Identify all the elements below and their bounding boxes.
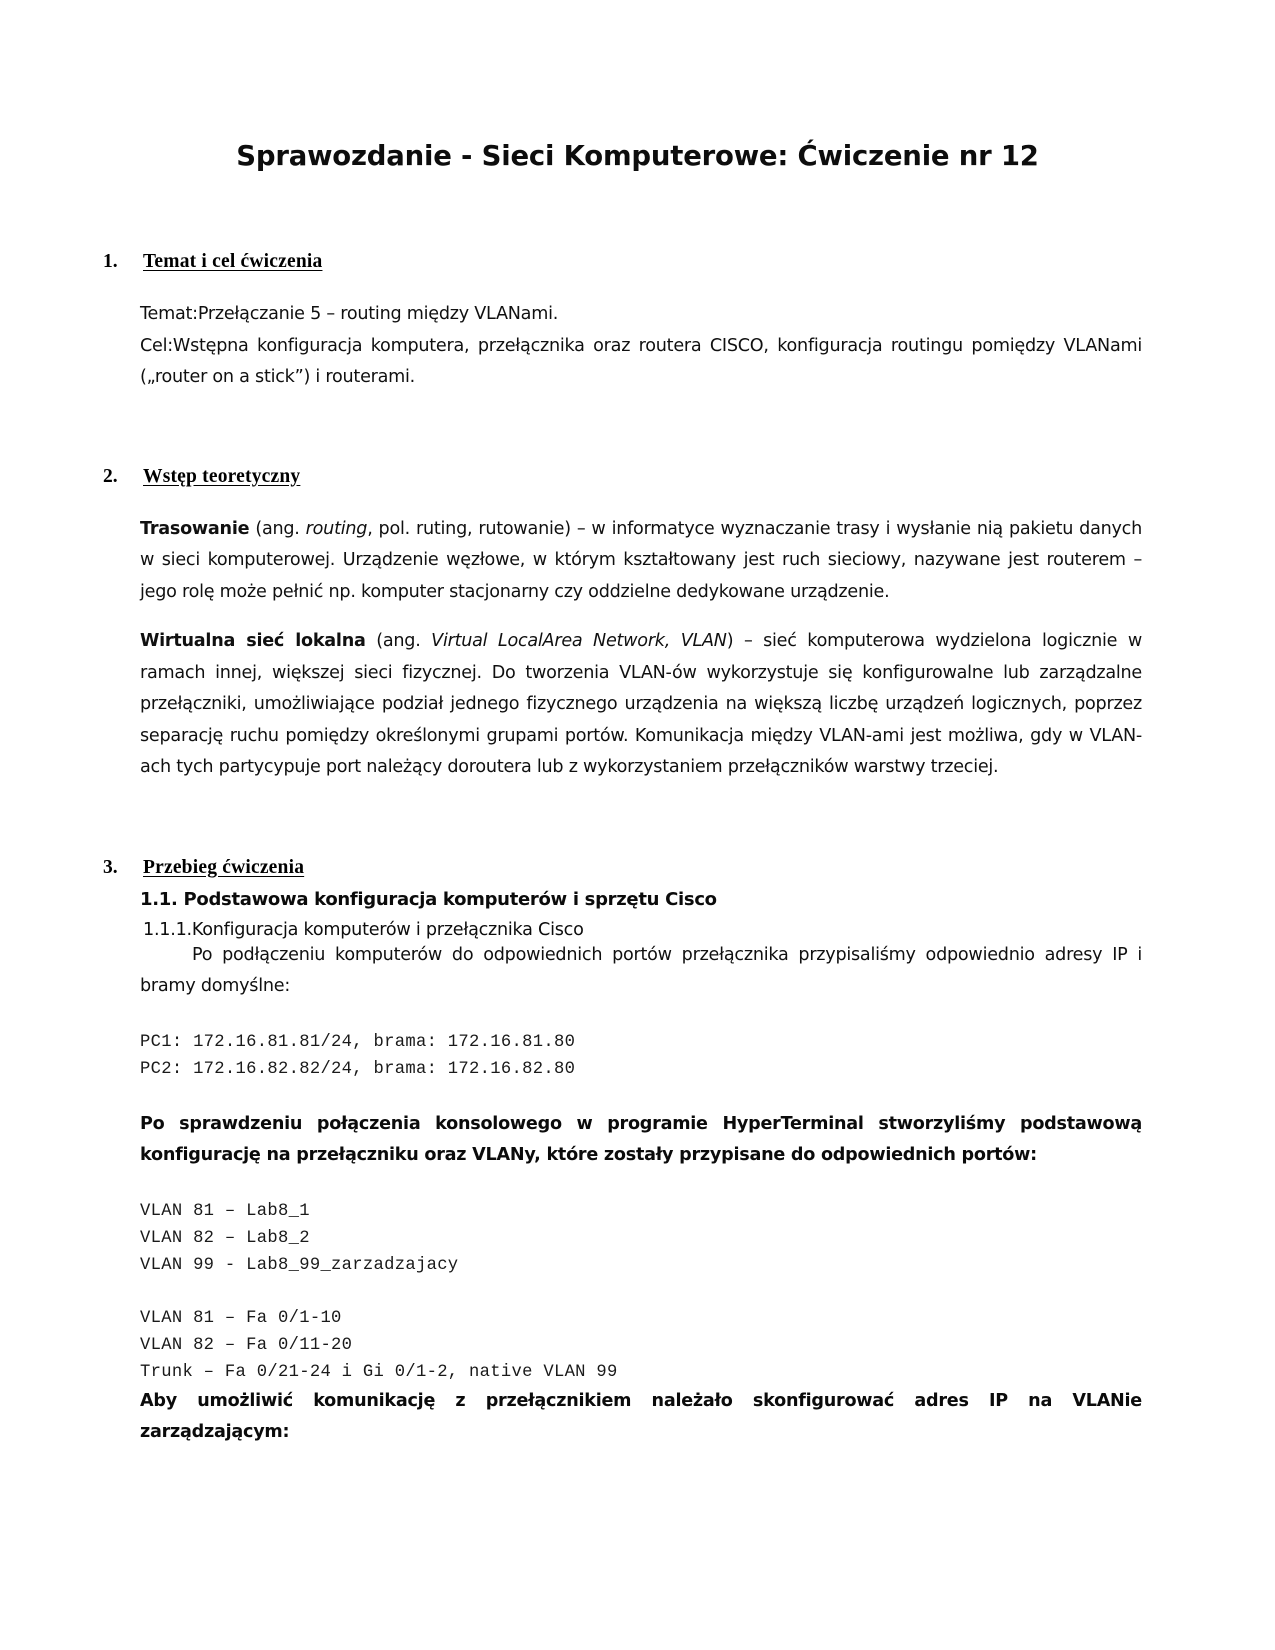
- section-heading-3: [103, 857, 1142, 879]
- section-title-1: Temat i cel ćwiczenia: [143, 251, 323, 272]
- topic-line: Temat:Przełączanie 5 – routing między VLANami.: [140, 304, 559, 324]
- term-vlan: Wirtualna sieć lokalna: [140, 631, 366, 651]
- page-title: Sprawozdanie - Sieci Komputerowe: Ćwiczenie nr 12: [236, 140, 1039, 172]
- vlan-italic-term: Virtual LocalArea Network, VLAN: [431, 631, 727, 651]
- code-line-pc2: PC2: 172.16.82.82/24, brama: 172.16.82.80: [140, 1059, 576, 1079]
- code-line-vlan82-name: VLAN 82 – Lab8_2: [140, 1228, 310, 1248]
- trasowanie-italic-term: routing: [305, 518, 368, 539]
- goal-line: Cel:Wstępna konfiguracja komputera, przełącznika oraz routera CISCO, konfiguracja routingu pomiędzy VLANami („router on a stick”) i routerami.: [140, 335, 1142, 387]
- vlan-pre-italic: (ang.: [365, 631, 432, 651]
- trasowanie-pre-italic: (ang.: [249, 518, 306, 539]
- section-heading-1: [103, 251, 1142, 273]
- term-trasowanie: Trasowanie: [140, 518, 250, 539]
- section-title-3: Przebieg ćwiczenia: [143, 856, 305, 878]
- subheading-1-1: 1.1. Podstawowa konfiguracja komputerów i sprzętu Cisco: [140, 888, 717, 910]
- code-line-vlan81-ports: VLAN 81 – Fa 0/1-10: [140, 1308, 342, 1328]
- paragraph-vlan: [103, 626, 1142, 784]
- document-body: [0, 251, 1275, 1449]
- section-heading-2: [103, 466, 1142, 488]
- section-number-2: 2.: [103, 465, 118, 487]
- code-line-vlan81-name: VLAN 81 – Lab8_1: [140, 1201, 310, 1221]
- vlan-rest: ) – sieć komputerowa wydzielona logicznie w ramach innej, większej sieci fizycznej. Do tworzenia VLAN-ów wykorzystuje się konfigurowalne lub zarządzalne przełączniki, umożliwiające podział jednego fizycznego urządzenia na większą liczbę urządzeń logicznych, poprzez separację ruchu pomiędzy określonymi grupami portów. Komunikacja między VLAN-ami jest możliwa, gdy w VLAN-ach tych partycypuje port należący doroutera lub z wykorzystaniem przełączników warstwy trzeciej.: [140, 631, 1142, 777]
- section-title-2: Wstęp teoretyczny: [143, 465, 301, 487]
- intro-paragraph: Po podłączeniu komputerów do odpowiednich portów przełącznika przypisaliśmy odpowiednio adresy IP i bramy domyślne:: [140, 944, 1142, 996]
- code-line-vlan82-ports: VLAN 82 – Fa 0/11-20: [140, 1335, 353, 1355]
- hyperterminal-paragraph: Po sprawdzeniu połączenia konsolowego w programie HyperTerminal stworzyliśmy podstawową konfigurację na przełączniku oraz VLANy, które zostały przypisane do odpowiednich portów:: [140, 1113, 1142, 1165]
- code-line-pc1: PC1: 172.16.81.81/24, brama: 172.16.81.80: [140, 1032, 576, 1052]
- subheading-1-1-1: 1.1.1.Konfiguracja komputerów i przełącznika Cisco: [143, 919, 584, 940]
- section-number-3: 3.: [103, 856, 118, 878]
- section-number-1: 1.: [103, 251, 118, 272]
- closing-paragraph: Aby umożliwić komunikację z przełącznikiem należało skonfigurować adres IP na VLANie zarządzającym:: [140, 1390, 1142, 1442]
- code-line-vlan99-name: VLAN 99 - Lab8_99_zarzadzajacy: [140, 1255, 459, 1275]
- code-line-trunk-ports: Trunk – Fa 0/21-24 i Gi 0/1-2, native VLAN 99: [140, 1362, 618, 1382]
- trasowanie-rest: , pol. ruting, rutowanie) – w informatyce wyznaczanie trasy i wysłanie nią pakietu danych w sieci komputerowej. Urządzenie węzłowe, w którym kształtowany jest ruch sieciowy, nazywane jest routerem – jego rolę może pełnić np. komputer stacjonarny czy oddzielne dedykowane urządzenie.: [140, 518, 1142, 602]
- paragraph-trasowanie: [103, 514, 1142, 609]
